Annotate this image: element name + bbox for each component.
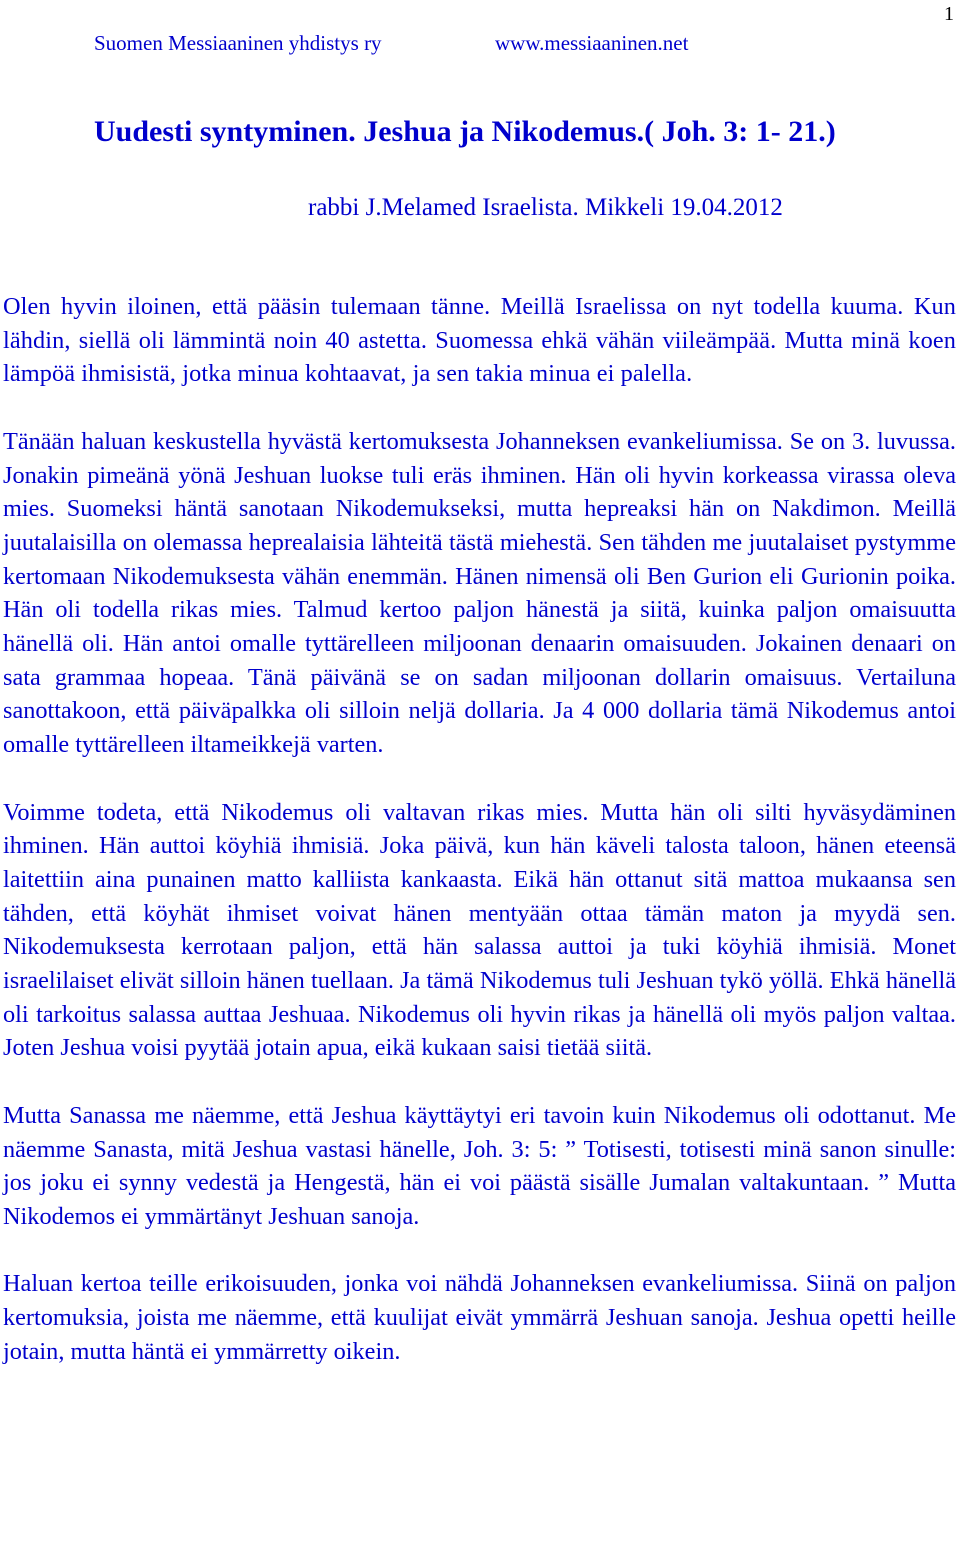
paragraph: Mutta Sanassa me näemme, että Jeshua käyttäytyi eri tavoin kuin Nikodemus oli odottanut. Me näemme Sanasta, mitä Jeshua vastasi hänelle, Joh. 3: 5: ” Totisesti, totisesti minä sanon sinulle: jos joku ei synny vedestä ja Hengestä, hän ei voi päästä sisälle Jumalan valtakuntaan. ” Mutta Nikodemos ei ymmärtänyt Jeshuan sanoja. <box>3 1101 956 1230</box>
page-number: 1 <box>944 3 954 25</box>
document-title: Uudesti syntyminen. Jeshua ja Nikodemus.( Joh. 3: 1- 21.) <box>94 115 836 148</box>
paragraph: Tänään haluan keskustella hyvästä kertomuksesta Johanneksen evankeliumissa. Se on 3. luvussa. Jonakin pimeänä yönä Jeshuan luokse tuli eräs ihminen. Hän oli hyvin korkeassa virassa oleva mies. Suomeksi häntä sanotaan Nikodemukseksi, mutta hepreaksi hän on Nakdimon. Meillä juutalaisilla on olemassa heprealaisia lähteitä tästä miehestä. Sen tähden me juutalaiset pystymme kertomaan Nikodemuksesta vähän enemmän. Hänen nimensä oli Ben Gurion eli Gurionin poika. Hän oli todella rikas mies. Talmud kertoo paljon hänestä ja siitä, kuinka paljon omaisuutta hänellä oli. Hän antoi omalle tyttärelleen miljoonan denaarin omaisuuden. Jokainen denaari on sata grammaa hopeaa. Tänä päivänä se on sadan miljoonan dollarin omaisuus. Vertailuna sanottakoon, että päiväpalkka oli silloin neljä dollaria. Ja 4 000 dollaria tämä Nikodemus antoi omalle tyttärelleen iltameikkejä varten. <box>3 427 956 759</box>
header-organization: Suomen Messiaaninen yhdistys ry <box>94 31 382 55</box>
page-header <box>94 30 689 56</box>
paragraph: Voimme todeta, että Nikodemus oli valtavan rikas mies. Mutta hän oli silti hyväsydäminen ihminen. Hän auttoi köyhiä ihmisiä. Joka päivä, kun hän käveli talosta taloon, hänen eteensä laitettiin aina punainen matto kalliista kankaasta. Eikä hän ottanut sitä mattoa mukaansa sen tähden, että köyhät ihmiset voivat hänen mentyään ottaa tämän maton ja myydä sen. Nikodemuksesta kerrotaan paljon, että hän salassa auttoi ja tuki köyhiä ihmisiä. Monet israelilaiset elivät silloin hänen tuellaan. Ja tämä Nikodemus tuli Jeshuan tykö yöllä. Ehkä hänellä oli tarkoitus salassa auttaa Jeshuaa. Nikodemus oli hyvin rikas ja hänellä oli myös paljon valtaa. Joten Jeshua voisi pyytää jotain apua, eikä kukaan saisi tietää siitä. <box>3 798 956 1062</box>
paragraph: Olen hyvin iloinen, että pääsin tulemaan tänne. Meillä Israelissa on nyt todella kuuma. Kun lähdin, siellä oli lämmintä noin 40 astetta. Suomessa ehkä vähän viileämpää. Mutta minä koen lämpöä ihmisistä, jotka minua kohtaavat, ja sen takia minua ei palella. <box>3 293 956 388</box>
paragraph: Haluan kertoa teille erikoisuuden, jonka voi nähdä Johanneksen evankeliumissa. Siinä on paljon kertomuksia, joista me näemme, että kuulijat eivät ymmärrä Jeshuan sanoja. Jeshua opetti heille jotain, mutta häntä ei ymmärretty oikein. <box>3 1270 956 1365</box>
document-subtitle: rabbi J.Melamed Israelista. Mikkeli 19.04.2012 <box>308 194 783 221</box>
header-website: www.messiaaninen.net <box>495 31 689 55</box>
body-text <box>3 290 956 1402</box>
